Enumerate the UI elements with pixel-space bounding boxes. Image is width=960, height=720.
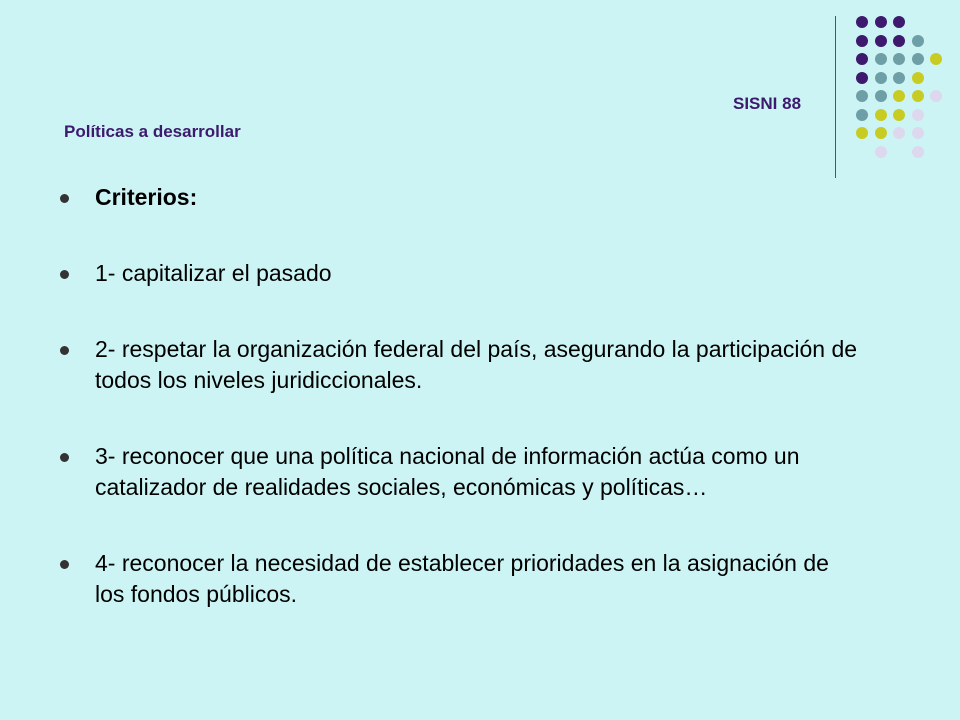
bullet-text: 3- reconocer que una política nacional de información actúa como un catalizador de realidades sociales, económicas y políticas… <box>95 443 800 500</box>
decorative-dot <box>912 90 924 102</box>
bullet-item <box>60 548 860 610</box>
decorative-dot <box>875 90 887 102</box>
decorative-dot <box>930 90 942 102</box>
decorative-dot <box>893 127 905 139</box>
decorative-dot <box>912 72 924 84</box>
decorative-dot <box>893 72 905 84</box>
bullet-icon <box>60 194 69 203</box>
bullet-icon <box>60 270 69 279</box>
divider-line <box>835 16 836 178</box>
decorative-dot <box>875 53 887 65</box>
decorative-dot <box>856 127 868 139</box>
bullet-icon <box>60 453 69 462</box>
decorative-dot <box>875 109 887 121</box>
decorative-dot <box>893 109 905 121</box>
decorative-dot <box>912 53 924 65</box>
bullet-item <box>60 441 860 503</box>
decorative-dot <box>912 146 924 158</box>
bullet-item <box>60 182 860 213</box>
decorative-dot <box>875 127 887 139</box>
decorative-dot <box>856 72 868 84</box>
bullet-item <box>60 334 860 396</box>
slide-title: Políticas a desarrollar <box>64 122 241 141</box>
decorative-dot <box>856 90 868 102</box>
bullet-icon <box>60 560 69 569</box>
bullet-text: 1- capitalizar el pasado <box>95 260 332 286</box>
decorative-dot <box>930 53 942 65</box>
decorative-dot <box>856 16 868 28</box>
decorative-dot <box>856 53 868 65</box>
bullet-icon <box>60 346 69 355</box>
decorative-dot <box>856 35 868 47</box>
decorative-dot <box>893 90 905 102</box>
bullet-text: 2- respetar la organización federal del país, asegurando la participación de todos los niveles juridiccionales. <box>95 336 858 393</box>
decorative-dot <box>875 72 887 84</box>
decorative-dot <box>912 127 924 139</box>
decorative-dot <box>912 35 924 47</box>
decorative-dot <box>893 16 905 28</box>
decorative-dot <box>893 35 905 47</box>
bullet-list <box>60 182 860 610</box>
bullet-text: 4- reconocer la necesidad de establecer prioridades en la asignación de los fondos públicos. <box>95 550 829 607</box>
decorative-dot <box>893 53 905 65</box>
decorative-dot <box>875 146 887 158</box>
bullet-text: Criterios: <box>95 184 198 210</box>
decorative-dot <box>856 109 868 121</box>
slide-tag: SISNI 88 <box>733 94 802 113</box>
decorative-dot <box>912 109 924 121</box>
bullet-item <box>60 258 860 289</box>
decorative-dot <box>875 35 887 47</box>
decorative-dot <box>875 16 887 28</box>
